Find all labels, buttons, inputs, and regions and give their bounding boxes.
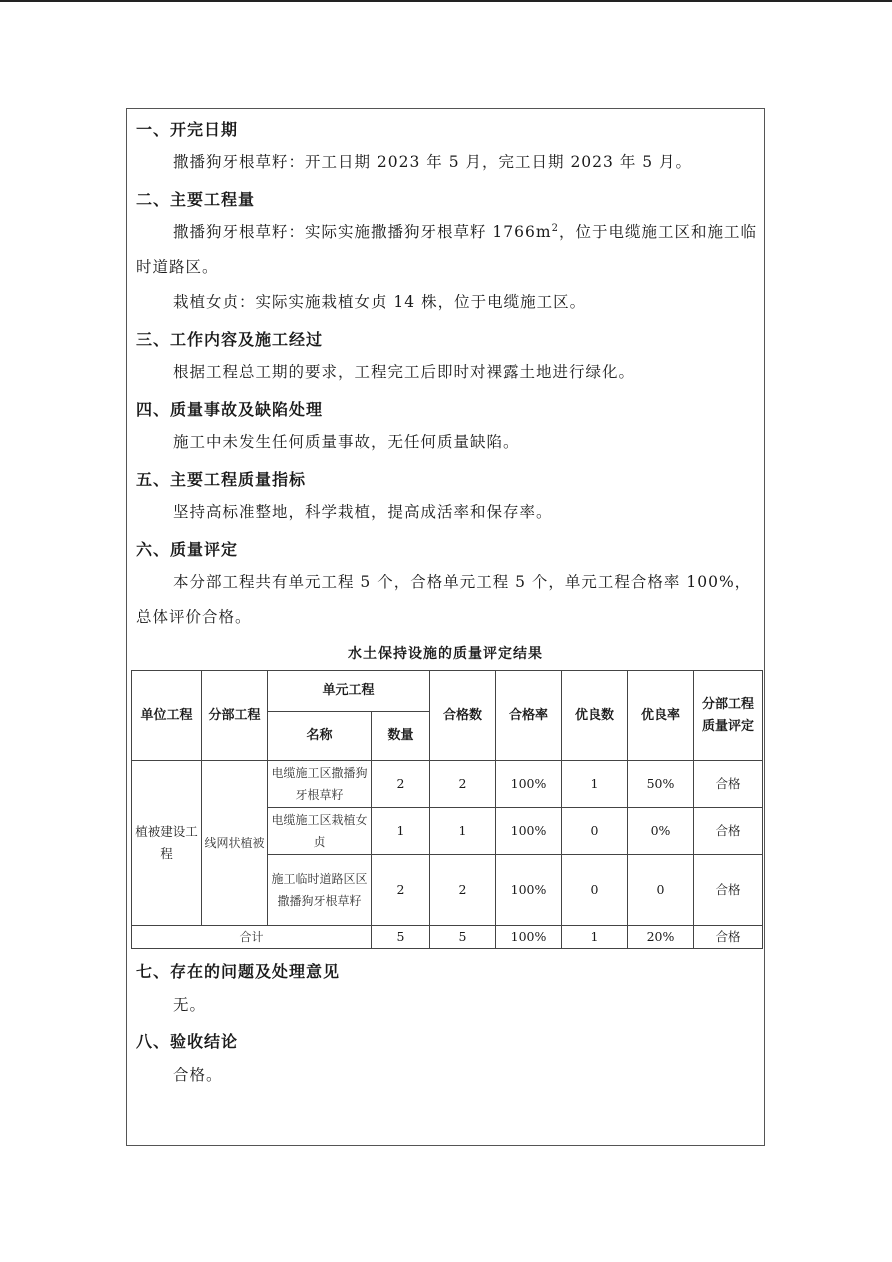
cell-name: 施工临时道路区区撒播狗牙根草籽	[268, 855, 372, 926]
cell-total-excellent-rate: 20%	[628, 926, 694, 949]
cell-evaluation: 合格	[694, 761, 763, 808]
cell-name: 电缆施工区栽植女贞	[268, 808, 372, 855]
header-pass-count: 合格数	[430, 671, 496, 761]
section-heading-7: 七、存在的问题及处理意见	[136, 962, 341, 981]
section-heading-8: 八、验收结论	[136, 1032, 239, 1051]
section-7-paragraph: 无。	[173, 996, 207, 1014]
header-name: 名称	[268, 712, 372, 761]
cell-quantity: 2	[372, 761, 430, 808]
section-heading-3: 三、工作内容及施工经过	[136, 330, 324, 349]
quality-evaluation-table	[131, 670, 763, 949]
cell-pass-rate: 100%	[496, 808, 562, 855]
section-heading-4: 四、质量事故及缺陷处理	[136, 400, 324, 419]
page-top-border	[0, 0, 892, 2]
section-heading-2: 二、主要工程量	[136, 190, 256, 209]
table-row	[132, 761, 763, 808]
cell-pass-rate: 100%	[496, 855, 562, 926]
section-1-paragraph: 撒播狗牙根草籽：开工日期 2023 年 5 月，完工日期 2023 年 5 月。	[173, 153, 693, 171]
cell-pass-count: 2	[430, 855, 496, 926]
cell-excellent-count: 1	[562, 761, 628, 808]
header-excellent-count: 优良数	[562, 671, 628, 761]
cell-pass-count: 2	[430, 761, 496, 808]
cell-division-project: 线网状植被	[202, 761, 268, 926]
header-element-project: 单元工程	[268, 671, 430, 712]
cell-excellent-rate: 0	[628, 855, 694, 926]
cell-pass-count: 1	[430, 808, 496, 855]
cell-evaluation: 合格	[694, 855, 763, 926]
header-quantity: 数量	[372, 712, 430, 761]
table-caption: 水土保持设施的质量评定结果	[348, 646, 543, 662]
cell-total-label: 合计	[132, 926, 372, 949]
cell-evaluation: 合格	[694, 808, 763, 855]
header-pass-rate: 合格率	[496, 671, 562, 761]
header-division-project: 分部工程	[202, 671, 268, 761]
section-2-paragraph-2: 栽植女贞：实际实施栽植女贞 14 株，位于电缆施工区。	[173, 293, 587, 311]
section-heading-5: 五、主要工程质量指标	[136, 470, 307, 489]
section-heading-6: 六、质量评定	[136, 540, 239, 559]
cell-quantity: 1	[372, 808, 430, 855]
cell-name: 电缆施工区撒播狗牙根草籽	[268, 761, 372, 808]
section-heading-1: 一、开完日期	[136, 120, 239, 139]
header-unit-project: 单位工程	[132, 671, 202, 761]
cell-pass-rate: 100%	[496, 761, 562, 808]
cell-total-evaluation: 合格	[694, 926, 763, 949]
cell-total-pass-count: 5	[430, 926, 496, 949]
section-2-paragraph-1: 撒播狗牙根草籽：实际实施撒播狗牙根草籽 $1766m^2$，位于电缆施工区和施工临时道路区。	[136, 222, 757, 276]
header-excellent-rate: 优良率	[628, 671, 694, 761]
cell-excellent-count: 0	[562, 855, 628, 926]
cell-quantity: 2	[372, 855, 430, 926]
cell-total-pass-rate: 100%	[496, 926, 562, 949]
header-division-quality: 分部工程质量评定	[694, 671, 763, 761]
cell-excellent-count: 0	[562, 808, 628, 855]
section-4-paragraph: 施工中未发生任何质量事故，无任何质量缺陷。	[173, 433, 520, 451]
cell-excellent-rate: 0%	[628, 808, 694, 855]
section-3-paragraph: 根据工程总工期的要求，工程完工后即时对裸露土地进行绿化。	[173, 363, 636, 381]
table-total-row	[132, 926, 763, 949]
cell-excellent-rate: 50%	[628, 761, 694, 808]
section-5-paragraph: 坚持高标准整地，科学栽植，提高成活率和保存率。	[173, 503, 553, 521]
section-6-paragraph: 本分部工程共有单元工程 5 个，合格单元工程 5 个，单元工程合格率 100%，总体评价合格。	[136, 573, 752, 626]
cell-unit-project: 植被建设工程	[132, 761, 202, 926]
section-8-paragraph: 合格。	[173, 1066, 223, 1084]
cell-total-excellent-count: 1	[562, 926, 628, 949]
cell-total-quantity: 5	[372, 926, 430, 949]
